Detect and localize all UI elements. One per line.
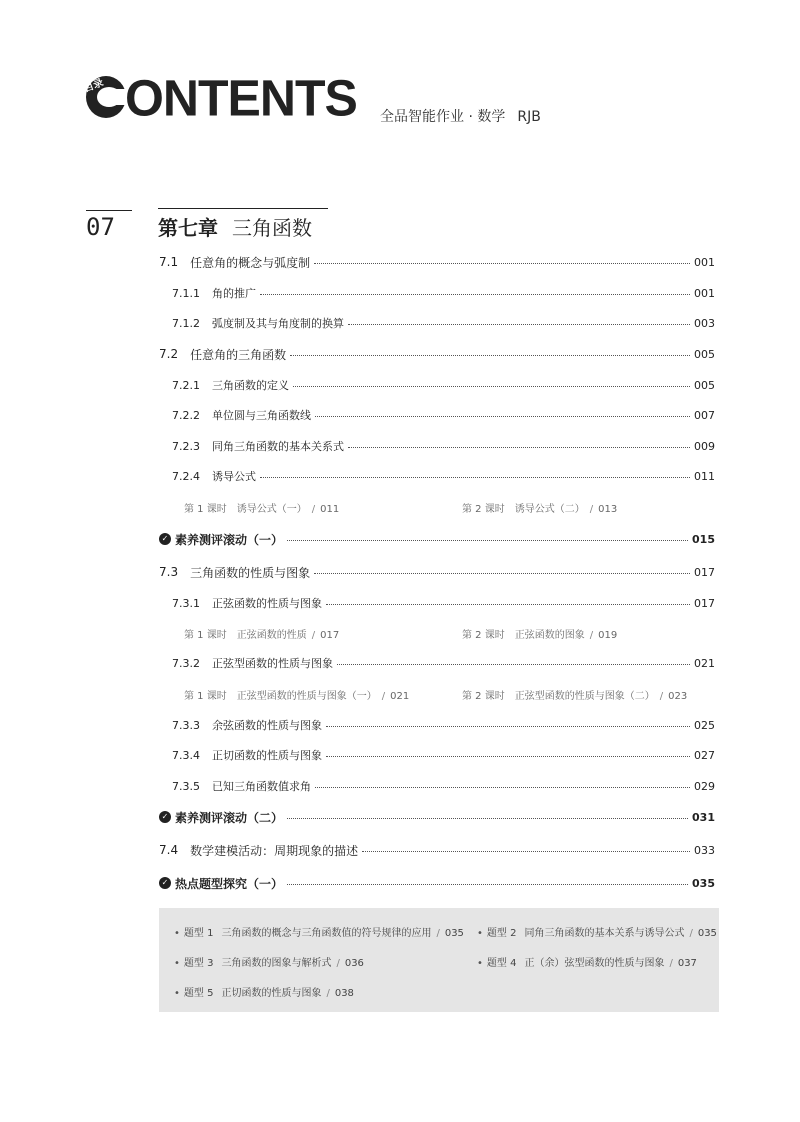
logo-text: ONTENTS — [125, 69, 357, 127]
entry-number: 7.3 — [159, 565, 179, 579]
lesson-page: 011 — [320, 504, 340, 515]
entry-page: 001 — [694, 286, 715, 300]
entry-number: 7.3.4 — [172, 748, 200, 762]
question-type-title: 正切函数的性质与图象 — [221, 988, 322, 999]
lesson-number: 第 1 课时 — [184, 504, 227, 515]
slash-separator: / — [381, 691, 386, 702]
entry-title: 余弦函数的性质与图象 — [212, 719, 322, 732]
toc-entry-7-2[interactable] — [159, 345, 715, 363]
entry-number: 7.2.3 — [172, 439, 200, 453]
question-type-title: 正（余）弦型函数的性质与图象 — [524, 958, 665, 969]
entry-page: 001 — [694, 255, 715, 269]
series-name: 全品智能作业 · 数学 — [380, 109, 506, 125]
toc-entry-7-2-3[interactable] — [172, 437, 715, 455]
entry-page: 021 — [694, 656, 715, 670]
lesson-title: 正弦函数的图象 — [514, 630, 585, 641]
entry-number: 7.1 — [159, 255, 179, 269]
dot-leader — [362, 851, 690, 852]
entry-number: 7.2.2 — [172, 408, 200, 422]
lesson-page: 013 — [598, 504, 618, 515]
toc-entry-assessment-2[interactable] — [159, 808, 715, 826]
toc-entry-assessment-1[interactable] — [159, 530, 715, 548]
toc-entry-7-3-2[interactable] — [172, 654, 715, 672]
logo-c-emblem — [82, 76, 126, 118]
lesson-title: 正弦型函数的性质与图象（二） — [514, 691, 655, 702]
entry-page: 005 — [694, 347, 715, 361]
entry-title: 任意角的概念与弧度制 — [190, 255, 311, 270]
lesson-number: 第 2 课时 — [462, 504, 505, 515]
toc-entry-7-1[interactable] — [159, 253, 715, 271]
dot-leader — [326, 726, 690, 727]
slash-separator: / — [659, 691, 664, 702]
entry-number: 7.2.1 — [172, 378, 200, 392]
question-type-label: 题型 3 — [183, 958, 214, 969]
entry-title: 素养测评滚动（一） — [175, 532, 284, 547]
lesson-number: 第 2 课时 — [462, 630, 505, 641]
question-type-item[interactable] — [174, 954, 364, 969]
entry-number: 7.1.1 — [172, 286, 200, 300]
entry-title: 热点题型探究（一） — [175, 876, 284, 891]
lesson-entry[interactable] — [184, 626, 339, 641]
dot-leader — [314, 263, 690, 264]
entry-title: 诱导公式 — [212, 470, 256, 483]
entry-number: 7.2 — [159, 347, 179, 361]
toc-entry-7-4[interactable] — [159, 841, 715, 859]
lesson-page: 021 — [390, 691, 410, 702]
chapter-label: 第七章 — [158, 216, 218, 240]
entry-page: 009 — [694, 439, 715, 453]
entry-page: 031 — [692, 810, 715, 824]
lesson-entry[interactable] — [184, 687, 409, 702]
entry-title: 三角函数的定义 — [212, 379, 289, 392]
entry-page: 007 — [694, 408, 715, 422]
question-type-label: 题型 2 — [486, 928, 517, 939]
toc-entry-7-2-2[interactable] — [172, 406, 715, 424]
entry-title: 正弦函数的性质与图象 — [212, 597, 322, 610]
dot-leader — [348, 447, 690, 448]
slash-separator: / — [326, 988, 330, 999]
dot-leader — [260, 294, 690, 295]
entry-title: 弧度制及其与角度制的换算 — [212, 317, 344, 330]
entry-number: 7.3.5 — [172, 779, 200, 793]
bullet-icon: • — [477, 928, 483, 939]
entry-title: 角的推广 — [212, 287, 256, 300]
question-type-item[interactable] — [477, 954, 697, 969]
entry-number: 7.1.2 — [172, 316, 200, 330]
entry-title: 任意角的三角函数 — [190, 347, 287, 362]
toc-entry-7-1-2[interactable] — [172, 314, 715, 332]
question-type-item[interactable] — [174, 924, 464, 939]
book-subtitle — [380, 106, 541, 126]
entry-title: 正切函数的性质与图象 — [212, 749, 322, 762]
dot-leader — [287, 884, 688, 885]
slash-separator: / — [669, 958, 673, 969]
slash-separator: / — [311, 630, 316, 641]
question-type-title: 三角函数的图象与解析式 — [221, 958, 332, 969]
question-type-title: 同角三角函数的基本关系与诱导公式 — [524, 928, 685, 939]
toc-entry-7-3-5[interactable] — [172, 777, 715, 795]
dot-leader — [290, 355, 690, 356]
entry-page: 003 — [694, 316, 715, 330]
dot-leader — [326, 604, 690, 605]
toc-entry-7-3[interactable] — [159, 563, 715, 581]
slash-separator: / — [311, 504, 316, 515]
slash-separator: / — [589, 630, 594, 641]
dot-leader — [315, 416, 690, 417]
dot-leader — [287, 818, 688, 819]
entry-number: 7.2.4 — [172, 469, 200, 483]
logo-badge: 目录 — [82, 77, 106, 95]
check-circle-icon: ✓ — [159, 533, 171, 545]
question-type-page: 037 — [677, 958, 697, 969]
entry-number: 7.3.2 — [172, 656, 200, 670]
entry-title: 三角函数的性质与图象 — [190, 565, 311, 580]
dot-leader — [260, 477, 690, 478]
lesson-page: 017 — [320, 630, 340, 641]
slash-separator: / — [336, 958, 340, 969]
dot-leader — [337, 664, 690, 665]
toc-entry-7-2-4[interactable] — [172, 467, 715, 485]
question-type-page: 035 — [697, 928, 717, 939]
entry-title: 素养测评滚动（二） — [175, 810, 284, 825]
bullet-icon: • — [174, 928, 180, 939]
lesson-number: 第 1 课时 — [184, 630, 227, 641]
toc-entry-hot-topics-1[interactable] — [159, 874, 715, 892]
question-type-item[interactable] — [174, 984, 354, 999]
check-circle-icon: ✓ — [159, 877, 171, 889]
lesson-title: 正弦函数的性质 — [236, 630, 307, 641]
toc-entry-7-2-1[interactable] — [172, 376, 715, 394]
entry-title: 单位圆与三角函数线 — [212, 409, 311, 422]
question-type-page: 036 — [344, 958, 364, 969]
lesson-entry[interactable] — [462, 687, 687, 702]
toc-entry-7-3-3[interactable] — [172, 716, 715, 734]
question-type-page: 038 — [334, 988, 354, 999]
lesson-entry[interactable] — [462, 500, 617, 515]
bullet-icon: • — [174, 988, 180, 999]
lesson-title: 正弦型函数的性质与图象（一） — [236, 691, 377, 702]
question-type-label: 题型 5 — [183, 988, 214, 999]
chapter-heading — [158, 208, 328, 241]
chapter-number: 07 — [86, 210, 132, 241]
slash-separator: / — [589, 504, 594, 515]
lesson-page: 019 — [598, 630, 618, 641]
lesson-number: 第 1 课时 — [184, 691, 227, 702]
slash-separator: / — [689, 928, 693, 939]
entry-page: 035 — [692, 876, 715, 890]
question-type-page: 035 — [444, 928, 464, 939]
dot-leader — [287, 540, 688, 541]
entry-title: 同角三角函数的基本关系式 — [212, 440, 344, 453]
entry-page: 017 — [694, 596, 715, 610]
entry-page: 027 — [694, 748, 715, 762]
entry-page: 033 — [694, 843, 715, 857]
dot-leader — [315, 787, 690, 788]
lesson-entry[interactable] — [462, 626, 617, 641]
toc-entry-7-1-1[interactable] — [172, 284, 715, 302]
question-type-title: 三角函数的概念与三角函数值的符号规律的应用 — [221, 928, 432, 939]
lesson-title: 诱导公式（一） — [236, 504, 307, 515]
dot-leader — [314, 573, 690, 574]
entry-number: 7.4 — [159, 843, 179, 857]
entry-title: 正弦型函数的性质与图象 — [212, 657, 333, 670]
slash-separator: / — [436, 928, 440, 939]
dot-leader — [326, 756, 690, 757]
lesson-number: 第 2 课时 — [462, 691, 505, 702]
toc-entry-7-3-1[interactable] — [172, 594, 715, 612]
bullet-icon: • — [477, 958, 483, 969]
question-type-label: 题型 1 — [183, 928, 214, 939]
entry-page: 029 — [694, 779, 715, 793]
entry-page: 015 — [692, 532, 715, 546]
entry-page: 017 — [694, 565, 715, 579]
entry-page: 005 — [694, 378, 715, 392]
entry-page: 011 — [694, 469, 715, 483]
entry-number: 7.3.3 — [172, 718, 200, 732]
dot-leader — [293, 386, 690, 387]
question-type-item[interactable] — [477, 924, 717, 939]
chapter-title: 三角函数 — [232, 216, 312, 240]
lesson-page: 023 — [668, 691, 688, 702]
lesson-entry[interactable] — [184, 500, 339, 515]
entry-number: 7.3.1 — [172, 596, 200, 610]
question-type-label: 题型 4 — [486, 958, 517, 969]
dot-leader — [348, 324, 690, 325]
contents-logo — [82, 69, 357, 127]
check-circle-icon: ✓ — [159, 811, 171, 823]
entry-title: 数学建模活动：周期现象的描述 — [190, 843, 359, 858]
entry-title: 已知三角函数值求角 — [212, 780, 311, 793]
lesson-title: 诱导公式（二） — [514, 504, 585, 515]
toc-entry-7-3-4[interactable] — [172, 746, 715, 764]
edition-label: RJB — [517, 109, 541, 125]
entry-page: 025 — [694, 718, 715, 732]
bullet-icon: • — [174, 958, 180, 969]
